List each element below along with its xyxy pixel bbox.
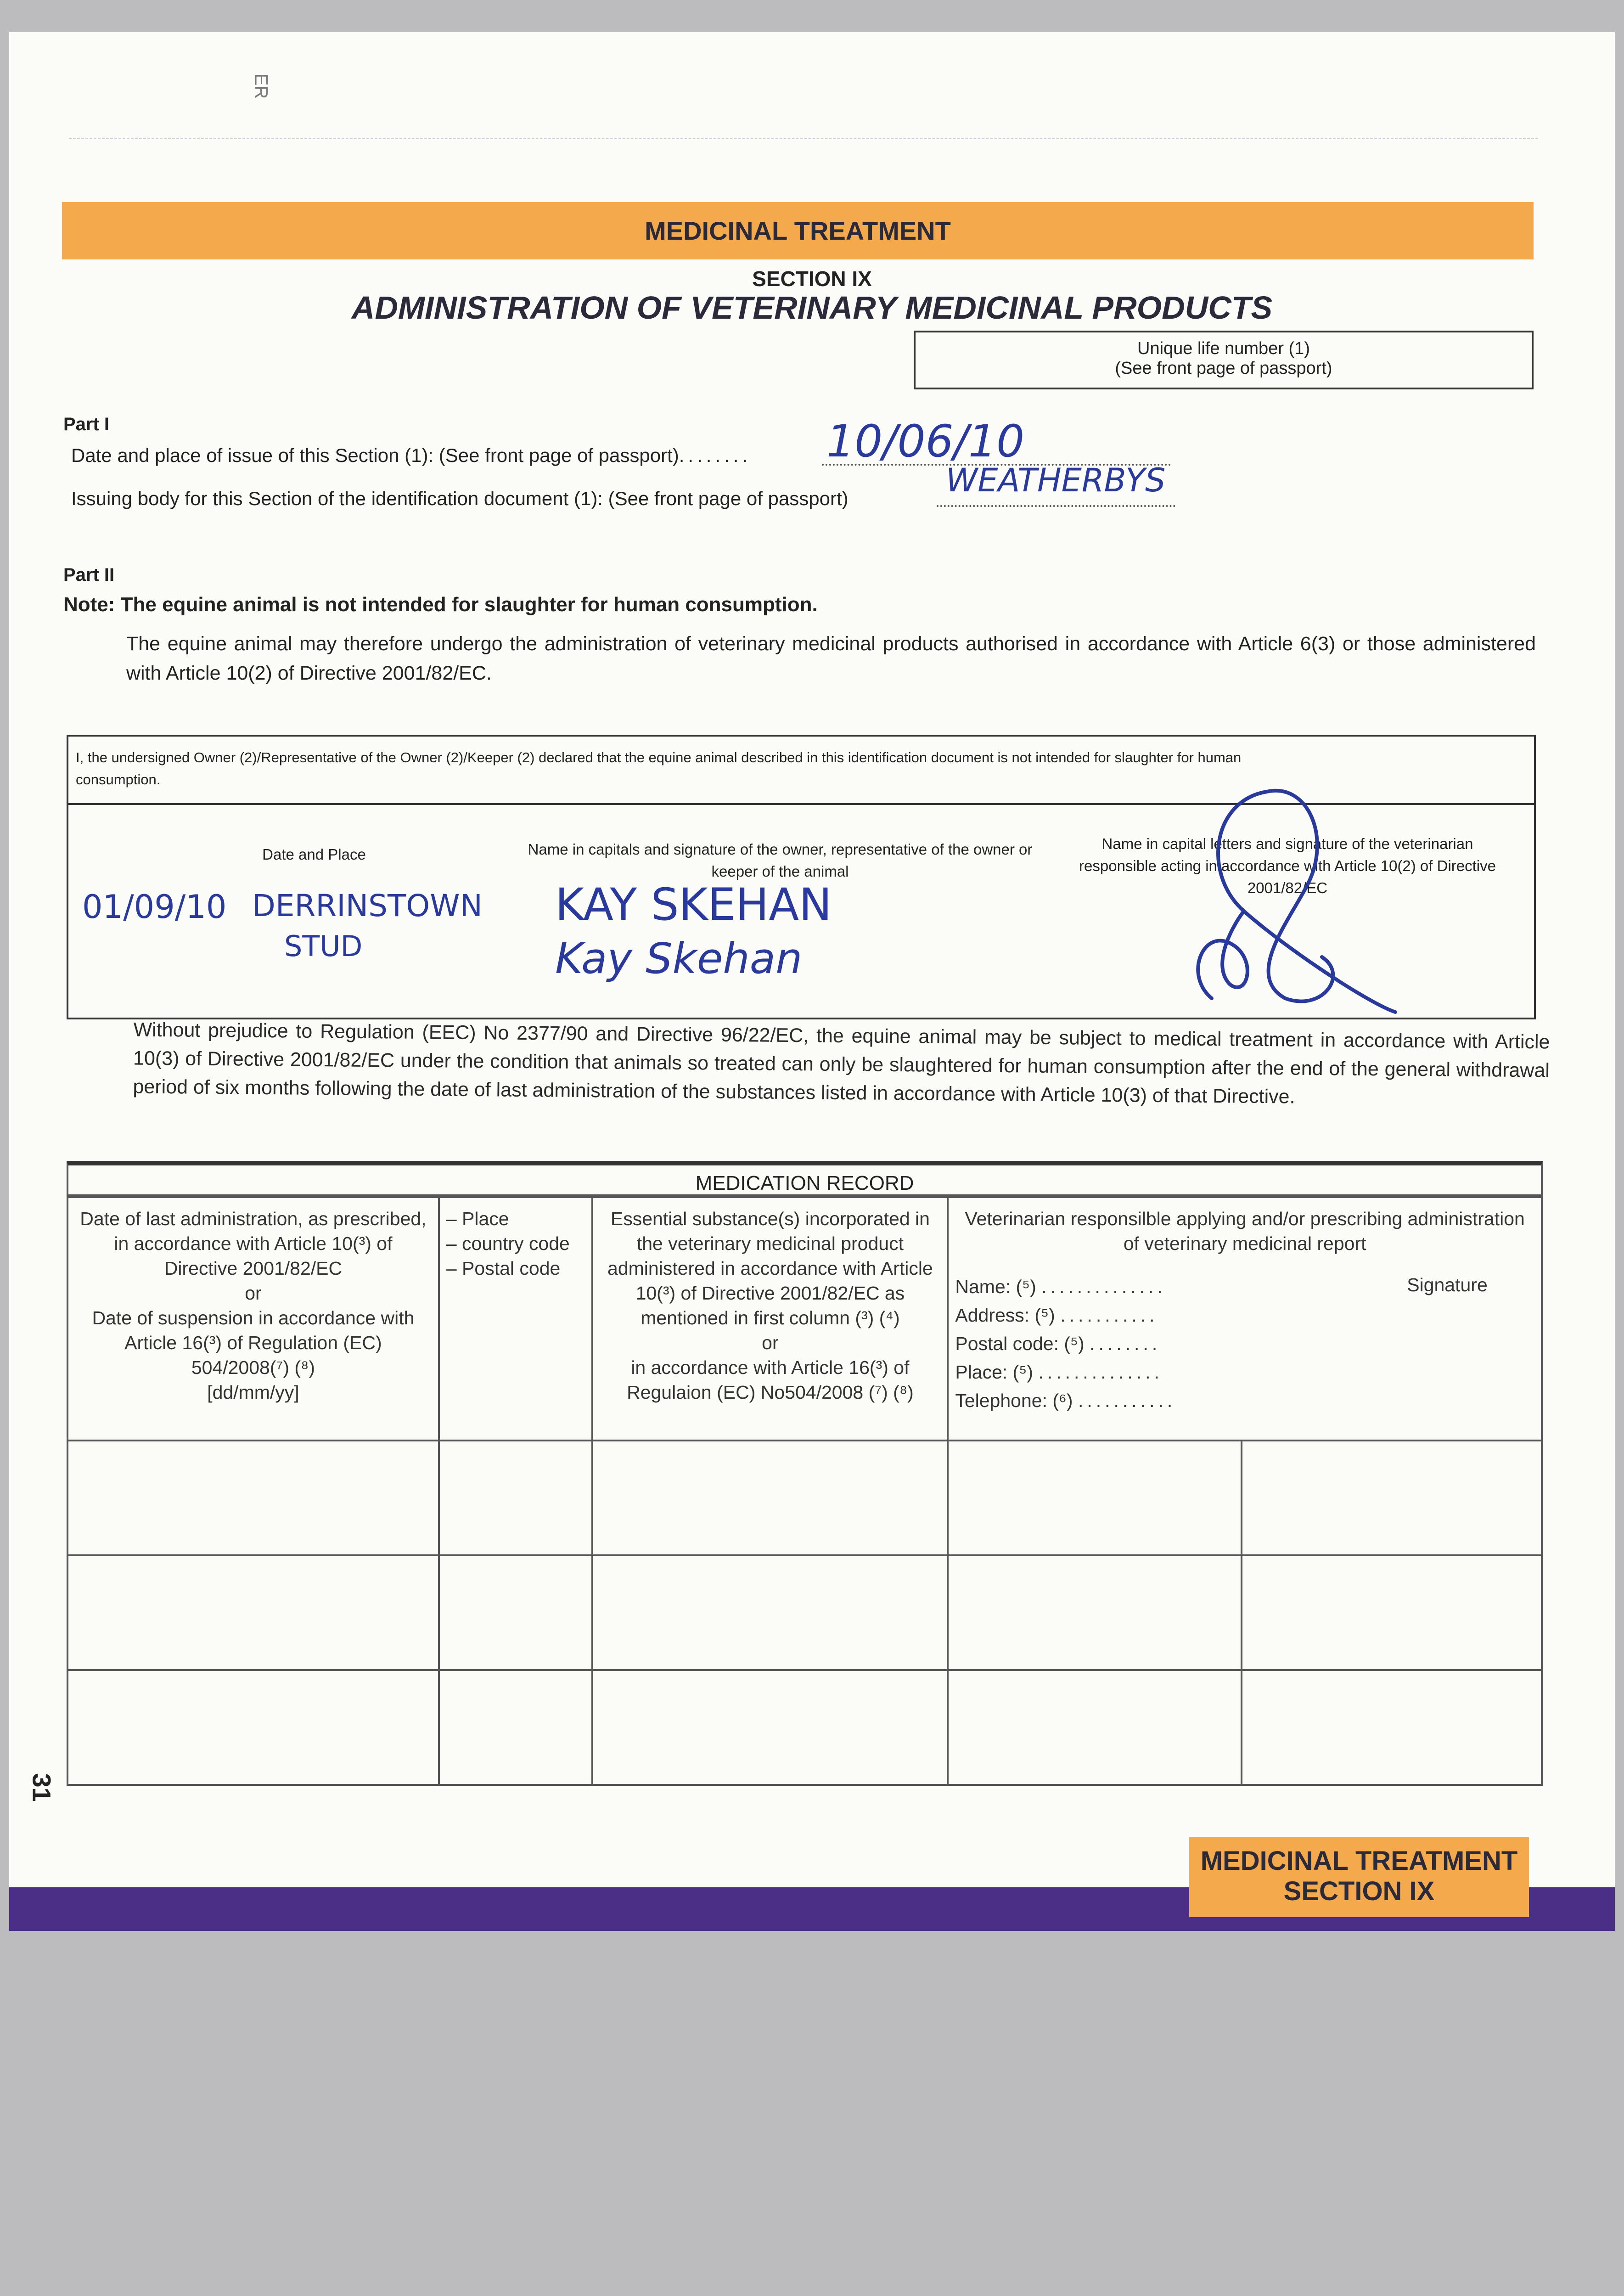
vet-place-field: Place: (⁵) .............. — [955, 1362, 1163, 1383]
note-line — [63, 593, 818, 616]
date-place-value: 10/06/10 — [826, 416, 1025, 467]
vet-signature — [1092, 782, 1414, 1021]
vet-postal-field: Postal code: (⁵) ........ — [955, 1333, 1161, 1354]
table-cell[interactable] — [439, 1441, 593, 1555]
main-title: ADMINISTRATION OF VETERINARY MEDICINAL PRODUCTS — [351, 290, 1273, 326]
table-cell[interactable] — [67, 1555, 439, 1670]
banner-title: MEDICINAL TREATMENT — [62, 202, 1534, 259]
table-cell[interactable] — [592, 1441, 948, 1555]
date-place-line — [71, 445, 751, 467]
date-place-text: Date and place of issue of this Section (1): (See front page of passport) — [71, 445, 679, 466]
declaration-place-2: STUD — [284, 929, 363, 963]
col3-line3: in accordance with Article 16(³) of Regulaion (EC) No504/2008 (⁷) (⁸) — [627, 1357, 914, 1403]
declaration-date: 01/09/10 — [82, 888, 227, 926]
dotted-leader: ........ — [679, 445, 752, 466]
vet-address-field: Address: (⁵) ........... — [955, 1305, 1158, 1326]
table-cell[interactable] — [592, 1555, 948, 1670]
table-cell[interactable] — [1242, 1441, 1542, 1555]
unique-life-number-box — [914, 331, 1534, 389]
col1-line4: [dd/mm/yy] — [207, 1382, 299, 1403]
owner-header: Name in capitals and signature of the owner, representative of the owner or keeper of the animal — [528, 841, 1033, 880]
vet-telephone-field: Telephone: (⁶) ........... — [955, 1390, 1176, 1411]
col2-line3: – Postal code — [446, 1258, 561, 1279]
page-number: 31 — [27, 1773, 56, 1802]
section-label: SECTION IX — [752, 267, 872, 291]
part1-label: Part I — [63, 414, 110, 434]
col4-title: Veterinarian responsilble applying and/or prescribing administration of veterinary medicinal report — [965, 1208, 1525, 1254]
col3-line2: or — [762, 1332, 779, 1353]
table-row — [67, 1555, 1542, 1670]
vet-signature-label: Signature — [1407, 1274, 1488, 1295]
table-cell[interactable] — [948, 1441, 1241, 1555]
table-cell[interactable] — [67, 1670, 439, 1785]
part2-body: The equine animal may therefore undergo the administration of veterinary medicinal products authorised in accordance with Article 6(3) or those administered with Article 10(2) of Directive 2001/82/EC. — [126, 633, 1536, 684]
footer-line2: SECTION IX — [1283, 1876, 1435, 1906]
vet-fields — [955, 1274, 1360, 1417]
table-row — [67, 1441, 1542, 1555]
scan-artifact-line — [69, 138, 1538, 139]
medication-header-row — [67, 1197, 1542, 1441]
note-label: Note: — [63, 593, 115, 616]
owner-signature: Kay Skehan — [555, 934, 803, 983]
declaration-text: I, the undersigned Owner (2)/Representative of the Owner (2)/Keeper (2) declared that the equine animal described in this identification document is not intended for slaughter for human consumption. — [76, 749, 1242, 788]
vet-name-field: Name: (⁵) .............. — [955, 1276, 1166, 1297]
table-cell[interactable] — [1242, 1670, 1542, 1785]
ulnbox-line2: (See front page of passport) — [1115, 359, 1332, 378]
footer-line1: MEDICINAL TREATMENT — [1200, 1846, 1518, 1876]
issuing-value: WEATHERBYS — [946, 461, 1166, 499]
table-cell[interactable] — [1242, 1555, 1542, 1670]
col2-line2: – country code — [446, 1233, 570, 1254]
declaration-place-1: DERRINSTOWN — [252, 888, 483, 923]
footer-badge — [1189, 1837, 1529, 1917]
note-text: The equine animal is not intended for slaughter for human consumption. — [120, 593, 818, 616]
declaration-box — [67, 735, 1536, 1019]
col1-line3: Date of suspension in accordance with Article 16(³) of Regulation (EC) 504/2008(⁷) (⁸) — [92, 1307, 415, 1378]
table-cell[interactable] — [439, 1555, 593, 1670]
table-cell[interactable] — [592, 1670, 948, 1785]
issuing-text: Issuing body for this Section of the identification document (1): (See front page of passport) — [71, 488, 849, 509]
table-cell[interactable] — [439, 1670, 593, 1785]
table-cell[interactable] — [948, 1670, 1241, 1785]
col4-header — [948, 1197, 1542, 1441]
medication-record-title: MEDICATION RECORD — [67, 1161, 1543, 1196]
regulation-text: Without prejudice to Regulation (EEC) No 2377/90 and Directive 96/22/EC, the equine animal may be subject to medical treatment in accordance with Article 10(3) of Directive 2001/82/EC under the condition that animals so treated can only be slaughtered for human consumption after the end of the general withdrawal period of six months following the date of last administration of the substances listed in accordance with Article 10(3) of that Directive. — [133, 1019, 1550, 1108]
part2-label: Part II — [63, 565, 115, 585]
col3-header — [592, 1197, 948, 1441]
table-row — [67, 1670, 1542, 1785]
col3-line1: Essential substance(s) incorporated in the veterinary medicinal product administered in accordance with Article 10(³) of Directive 2001/82/EC as mentioned in first column (³) (⁴) — [607, 1208, 933, 1328]
col1-line1: Date of last administration, as prescribed, in accordance with Article 10(³) of Directive 2001/82/EC — [80, 1208, 427, 1279]
owner-name: KAY SKEHAN — [555, 879, 832, 930]
issuing-dots — [937, 505, 1175, 507]
col2-header — [439, 1197, 593, 1441]
scan-mark: ER — [251, 73, 271, 99]
table-cell[interactable] — [67, 1441, 439, 1555]
col1-header — [67, 1197, 439, 1441]
medication-record-table — [67, 1196, 1543, 1786]
ulnbox-line1: Unique life number (1) — [1137, 339, 1310, 358]
date-place-header: Date and Place — [262, 846, 366, 863]
vet-header: Name in capital letters and signature of the veterinarian responsible acting in accordance with Article 10(2) of Directive 2001/82/EC — [1079, 835, 1496, 896]
col1-line2: or — [245, 1283, 262, 1304]
table-cell[interactable] — [948, 1555, 1241, 1670]
col2-line1: – Place — [446, 1208, 509, 1229]
